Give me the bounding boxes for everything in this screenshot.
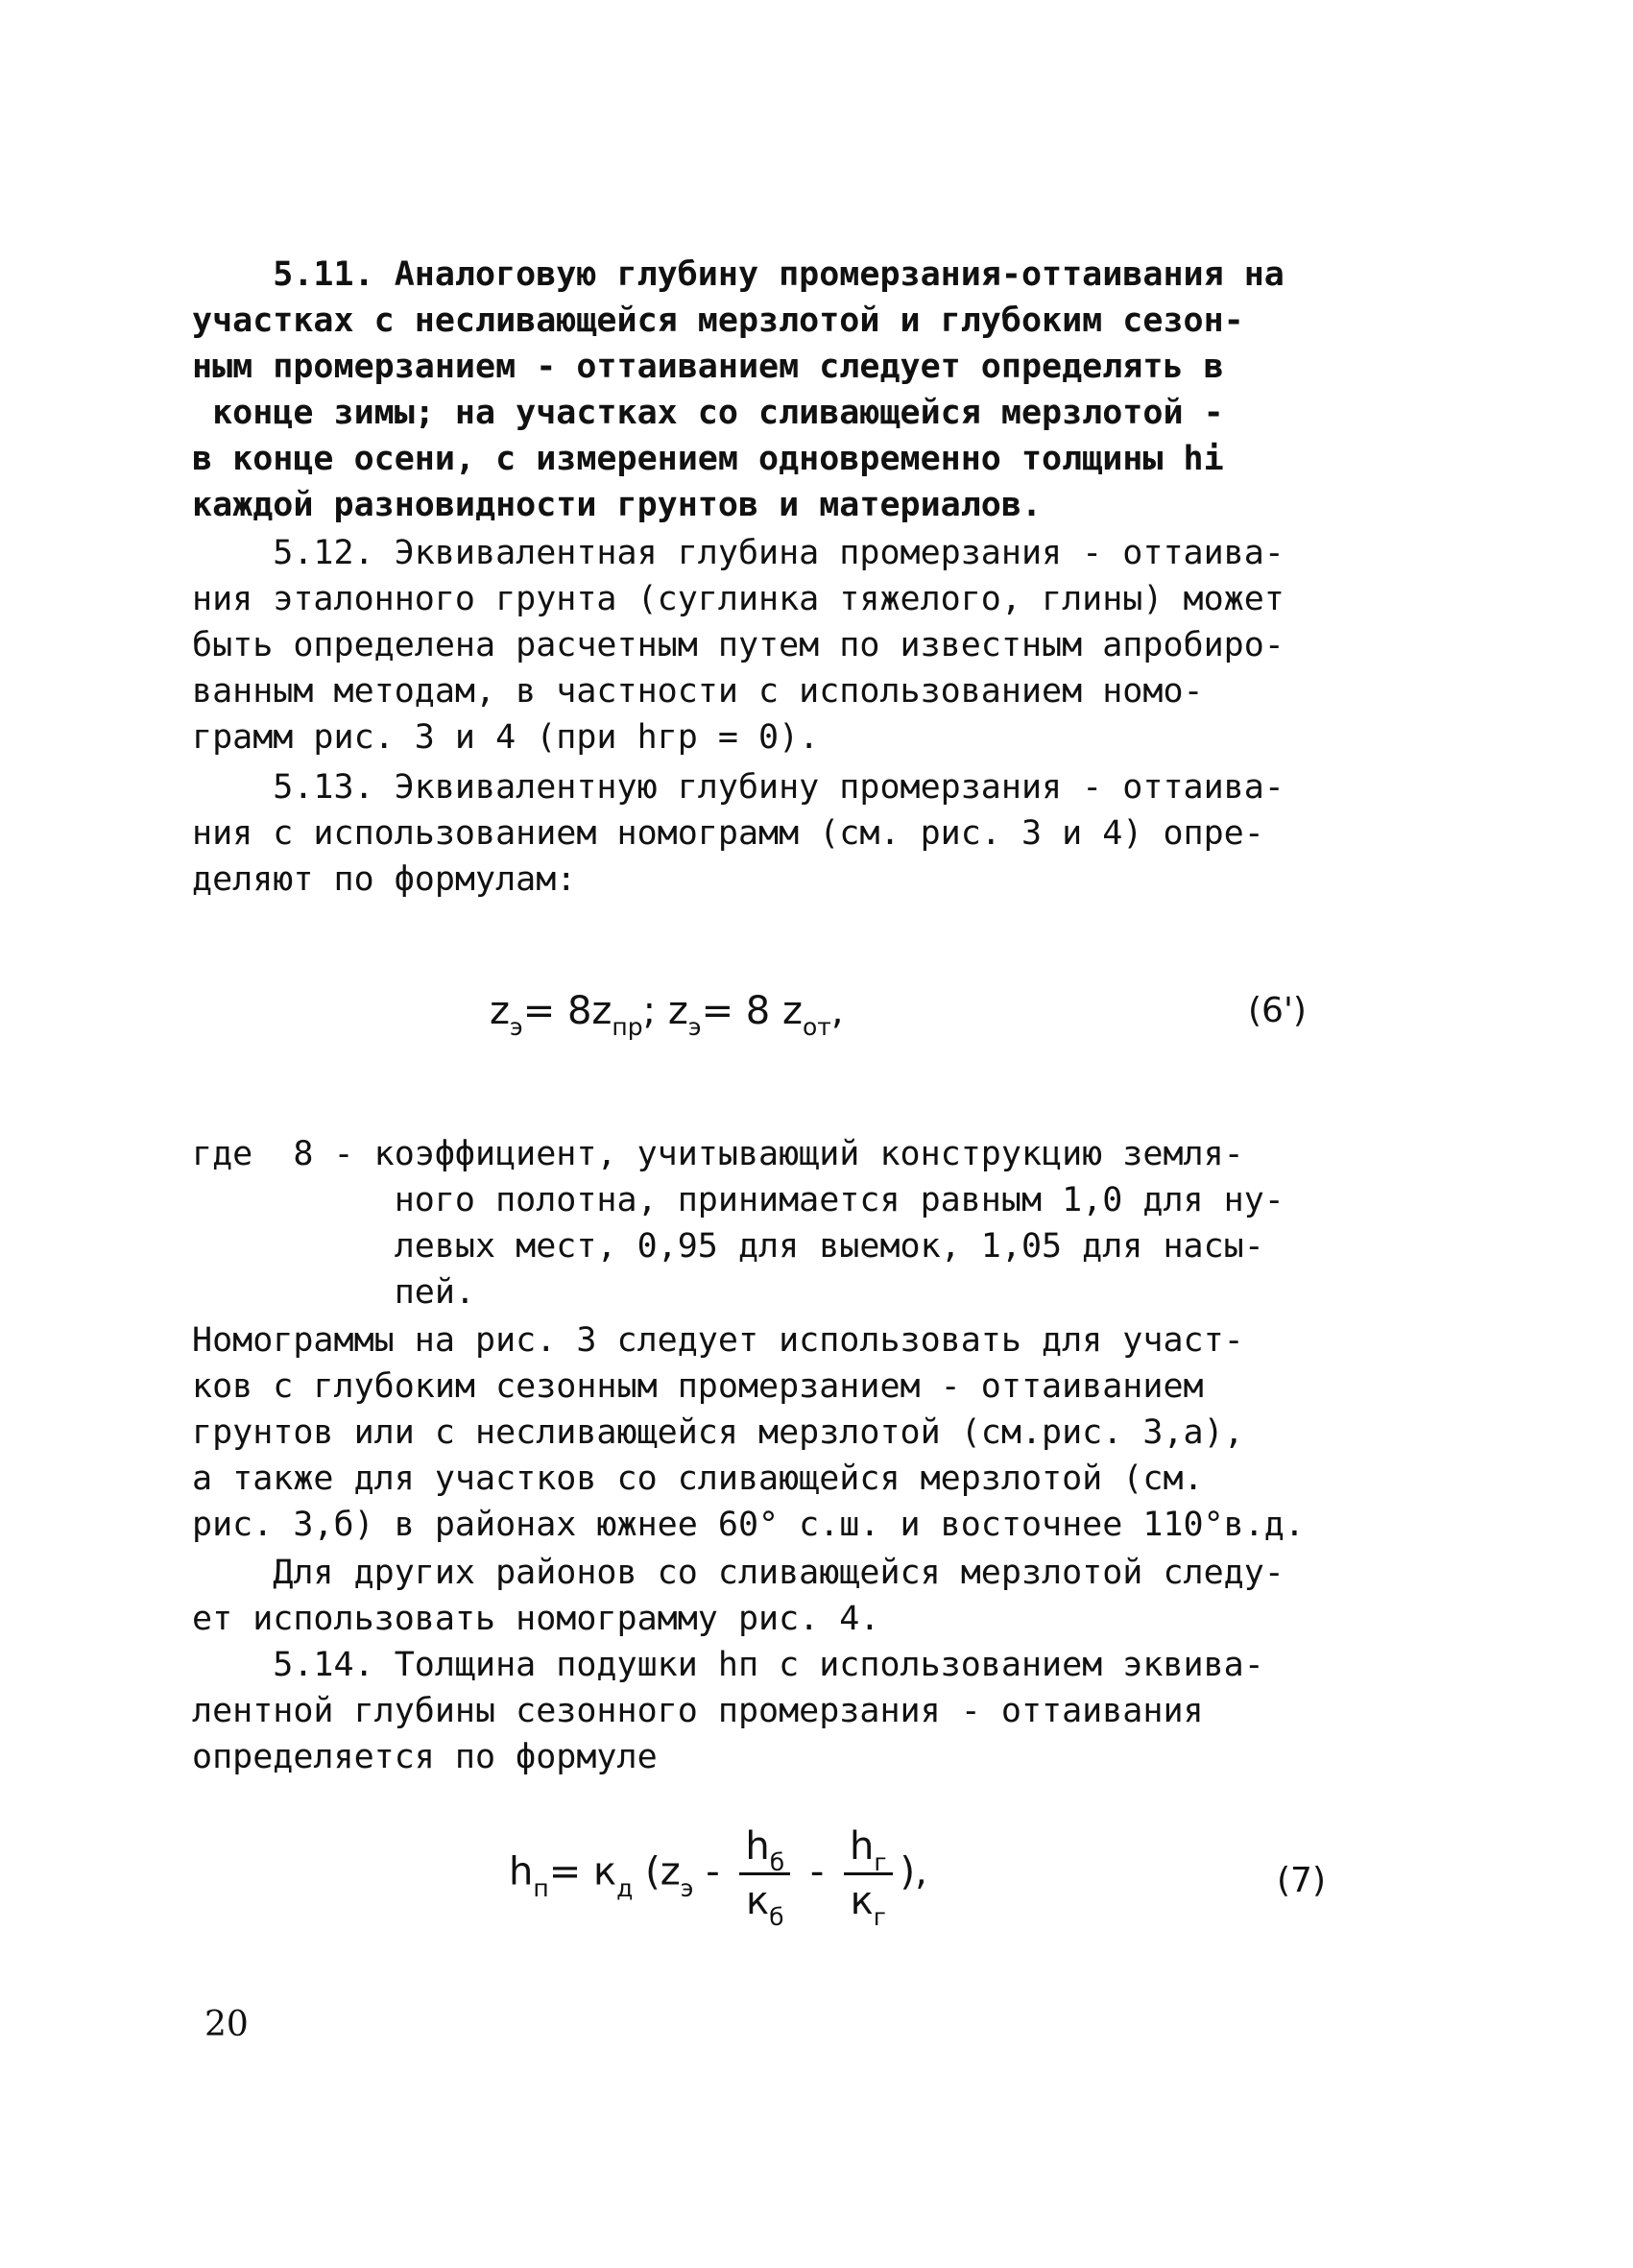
formula-part: = 8 z bbox=[701, 989, 803, 1033]
text-line: ного полотна, принимается равным 1,0 для ну- bbox=[192, 1181, 1285, 1219]
formula-part: = к bbox=[548, 1849, 617, 1894]
text-line: определяется по формуле bbox=[192, 1738, 658, 1776]
text-line: грамм рис. 3 и 4 (при hгр = 0). bbox=[192, 718, 820, 757]
formula-sub: пр bbox=[612, 1013, 643, 1041]
formula-part: h bbox=[745, 1824, 770, 1869]
text-line: левых мест, 0,95 для выемок, 1,05 для насы- bbox=[192, 1227, 1264, 1266]
formula-part: , bbox=[915, 1849, 927, 1894]
formula-sub: д bbox=[616, 1873, 634, 1902]
text-line: ет использовать номограмму рис. 4. bbox=[192, 1600, 880, 1638]
text-line: где 8 - коэффициент, учитывающий конструкцию земля- bbox=[192, 1135, 1244, 1173]
formula-part: h bbox=[509, 1849, 534, 1894]
equation-number-7: (7) bbox=[1277, 1861, 1326, 1900]
formula-part: (z bbox=[645, 1849, 681, 1894]
formula-part: - bbox=[706, 1849, 720, 1894]
formula-sub: б bbox=[769, 1848, 785, 1876]
formula-part: - bbox=[809, 1849, 825, 1894]
page-number: 20 bbox=[204, 2005, 249, 2044]
formula-part: , bbox=[830, 989, 844, 1033]
text-line: ния с использованием номограмм (см. рис. 3 и 4) опре- bbox=[192, 814, 1264, 853]
text-line: в конце осени, с измерением одновременно толщины hi bbox=[192, 440, 1224, 478]
formula-sub: б bbox=[769, 1903, 784, 1931]
formula-sub: г bbox=[873, 1903, 886, 1931]
text-line: деляют по формулам: bbox=[192, 860, 577, 899]
text-line: Номограммы на рис. 3 следует использовать для участ- bbox=[192, 1321, 1244, 1360]
text-line: каждой разновидности грунтов и материалов. bbox=[192, 486, 1043, 524]
formula-part: к bbox=[850, 1879, 874, 1923]
formula-sub: э bbox=[680, 1873, 694, 1902]
text-line: 5.11. Аналоговую глубину промерзания-оттаивания на bbox=[192, 255, 1285, 294]
text-line: пей. bbox=[192, 1273, 476, 1312]
text-line: ным промерзанием - оттаиванием следует определять в bbox=[192, 348, 1224, 386]
text-line: 5.12. Эквивалентная глубина промерзания - оттаива- bbox=[192, 534, 1285, 572]
text-line: грунтов или с несливающейся мерзлотой (см.рис. 3,а), bbox=[192, 1413, 1244, 1452]
text-line: ния эталонного грунта (суглинка тяжелого, глины) может bbox=[192, 580, 1285, 618]
text-line: а также для участков со сливающейся мерзлотой (см. bbox=[192, 1460, 1204, 1498]
formula-sub: от bbox=[802, 1013, 831, 1041]
fraction-numerator bbox=[739, 1824, 790, 1875]
formula-part: z bbox=[490, 989, 510, 1033]
text-line: быть определена расчетным путем по известным апробиро- bbox=[192, 626, 1285, 664]
fraction-2 bbox=[844, 1824, 893, 1931]
text-line: лентной глубины сезонного промерзания - оттаивания bbox=[192, 1692, 1204, 1730]
text-line: ванным методам, в частности с использованием номо- bbox=[192, 672, 1204, 711]
formula-sub: э bbox=[687, 1013, 702, 1041]
fraction-1 bbox=[739, 1824, 790, 1931]
text-line: Для других районов со сливающейся мерзлотой следу- bbox=[192, 1554, 1285, 1592]
text-line: рис. 3,б) в районах южнее 60° с.ш. и восточнее 110°в.д. bbox=[192, 1506, 1305, 1544]
text-line: ков с глубоким сезонным промерзанием - оттаиванием bbox=[192, 1367, 1204, 1406]
formula-7 bbox=[509, 1824, 927, 1931]
text-line: 5.13. Эквивалентную глубину промерзания - оттаива- bbox=[192, 768, 1285, 807]
formula-part: = 8z bbox=[522, 989, 612, 1033]
formula-sub: э bbox=[510, 1013, 523, 1041]
formula-sub: г bbox=[874, 1848, 887, 1876]
formula-6 bbox=[490, 989, 844, 1041]
formula-sub: п bbox=[533, 1873, 549, 1902]
fraction-denominator bbox=[844, 1875, 893, 1931]
formula-part: h bbox=[850, 1824, 875, 1869]
text-line: конце зимы; на участках со сливающейся мерзлотой - bbox=[192, 394, 1224, 432]
fraction-numerator bbox=[844, 1824, 893, 1875]
equation-number-6: (6') bbox=[1248, 991, 1307, 1030]
text-line: 5.14. Толщина подушки hп с использованием эквива- bbox=[192, 1646, 1264, 1684]
text-line: участках с несливающейся мерзлотой и глубоким сезон- bbox=[192, 302, 1244, 340]
formula-part: ; z bbox=[642, 989, 688, 1033]
fraction-denominator bbox=[739, 1875, 790, 1931]
formula-part: к bbox=[745, 1879, 770, 1923]
formula-part: ) bbox=[900, 1849, 916, 1894]
